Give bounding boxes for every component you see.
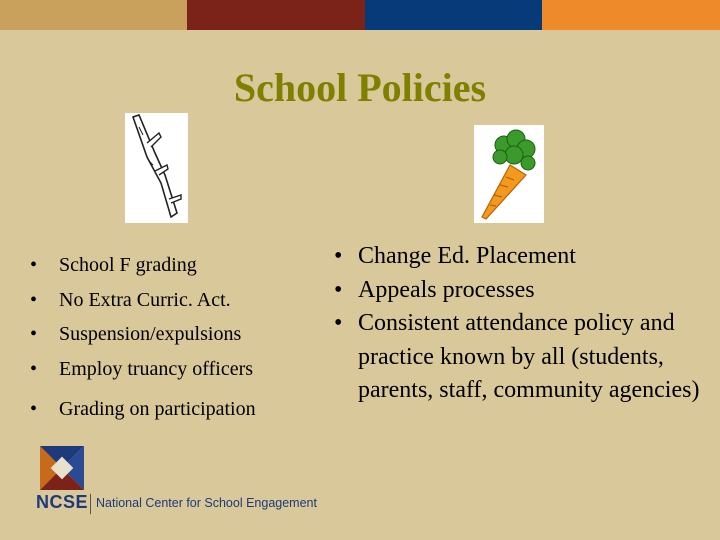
- slide-title: School Policies: [233, 65, 487, 110]
- list-item: • School F grading: [30, 254, 197, 276]
- list-item: • Consistent attendance policy and practice known by all (students, parents, staff, community agencies): [334, 310, 700, 403]
- stick-image: [125, 113, 188, 223]
- top-color-bar: [0, 0, 720, 30]
- list-item: • Change Ed. Placement: [334, 243, 576, 269]
- list-item: • No Extra Curric. Act.: [30, 288, 231, 311]
- ncse-logo-icon: [40, 446, 84, 490]
- list-item: • Employ truancy officers: [30, 357, 254, 380]
- logo-org-name: National Center for School Engagement: [96, 496, 317, 510]
- ncse-logo: [36, 446, 336, 518]
- list-item: • Grading on participation: [30, 398, 256, 420]
- list-item: • Suspension/expulsions: [30, 323, 242, 345]
- bar-segment-navy: [365, 0, 542, 30]
- list-item: • Appeals processes: [334, 276, 535, 303]
- carrot-image: [474, 125, 544, 223]
- logo-divider: [90, 494, 91, 514]
- bar-segment-orange: [542, 0, 720, 30]
- bar-segment-tan: [0, 0, 187, 30]
- right-bullet-list: [334, 240, 704, 408]
- bar-segment-maroon: [187, 0, 365, 30]
- left-bullet-list: [30, 252, 330, 431]
- logo-acronym: NCSE: [36, 492, 89, 512]
